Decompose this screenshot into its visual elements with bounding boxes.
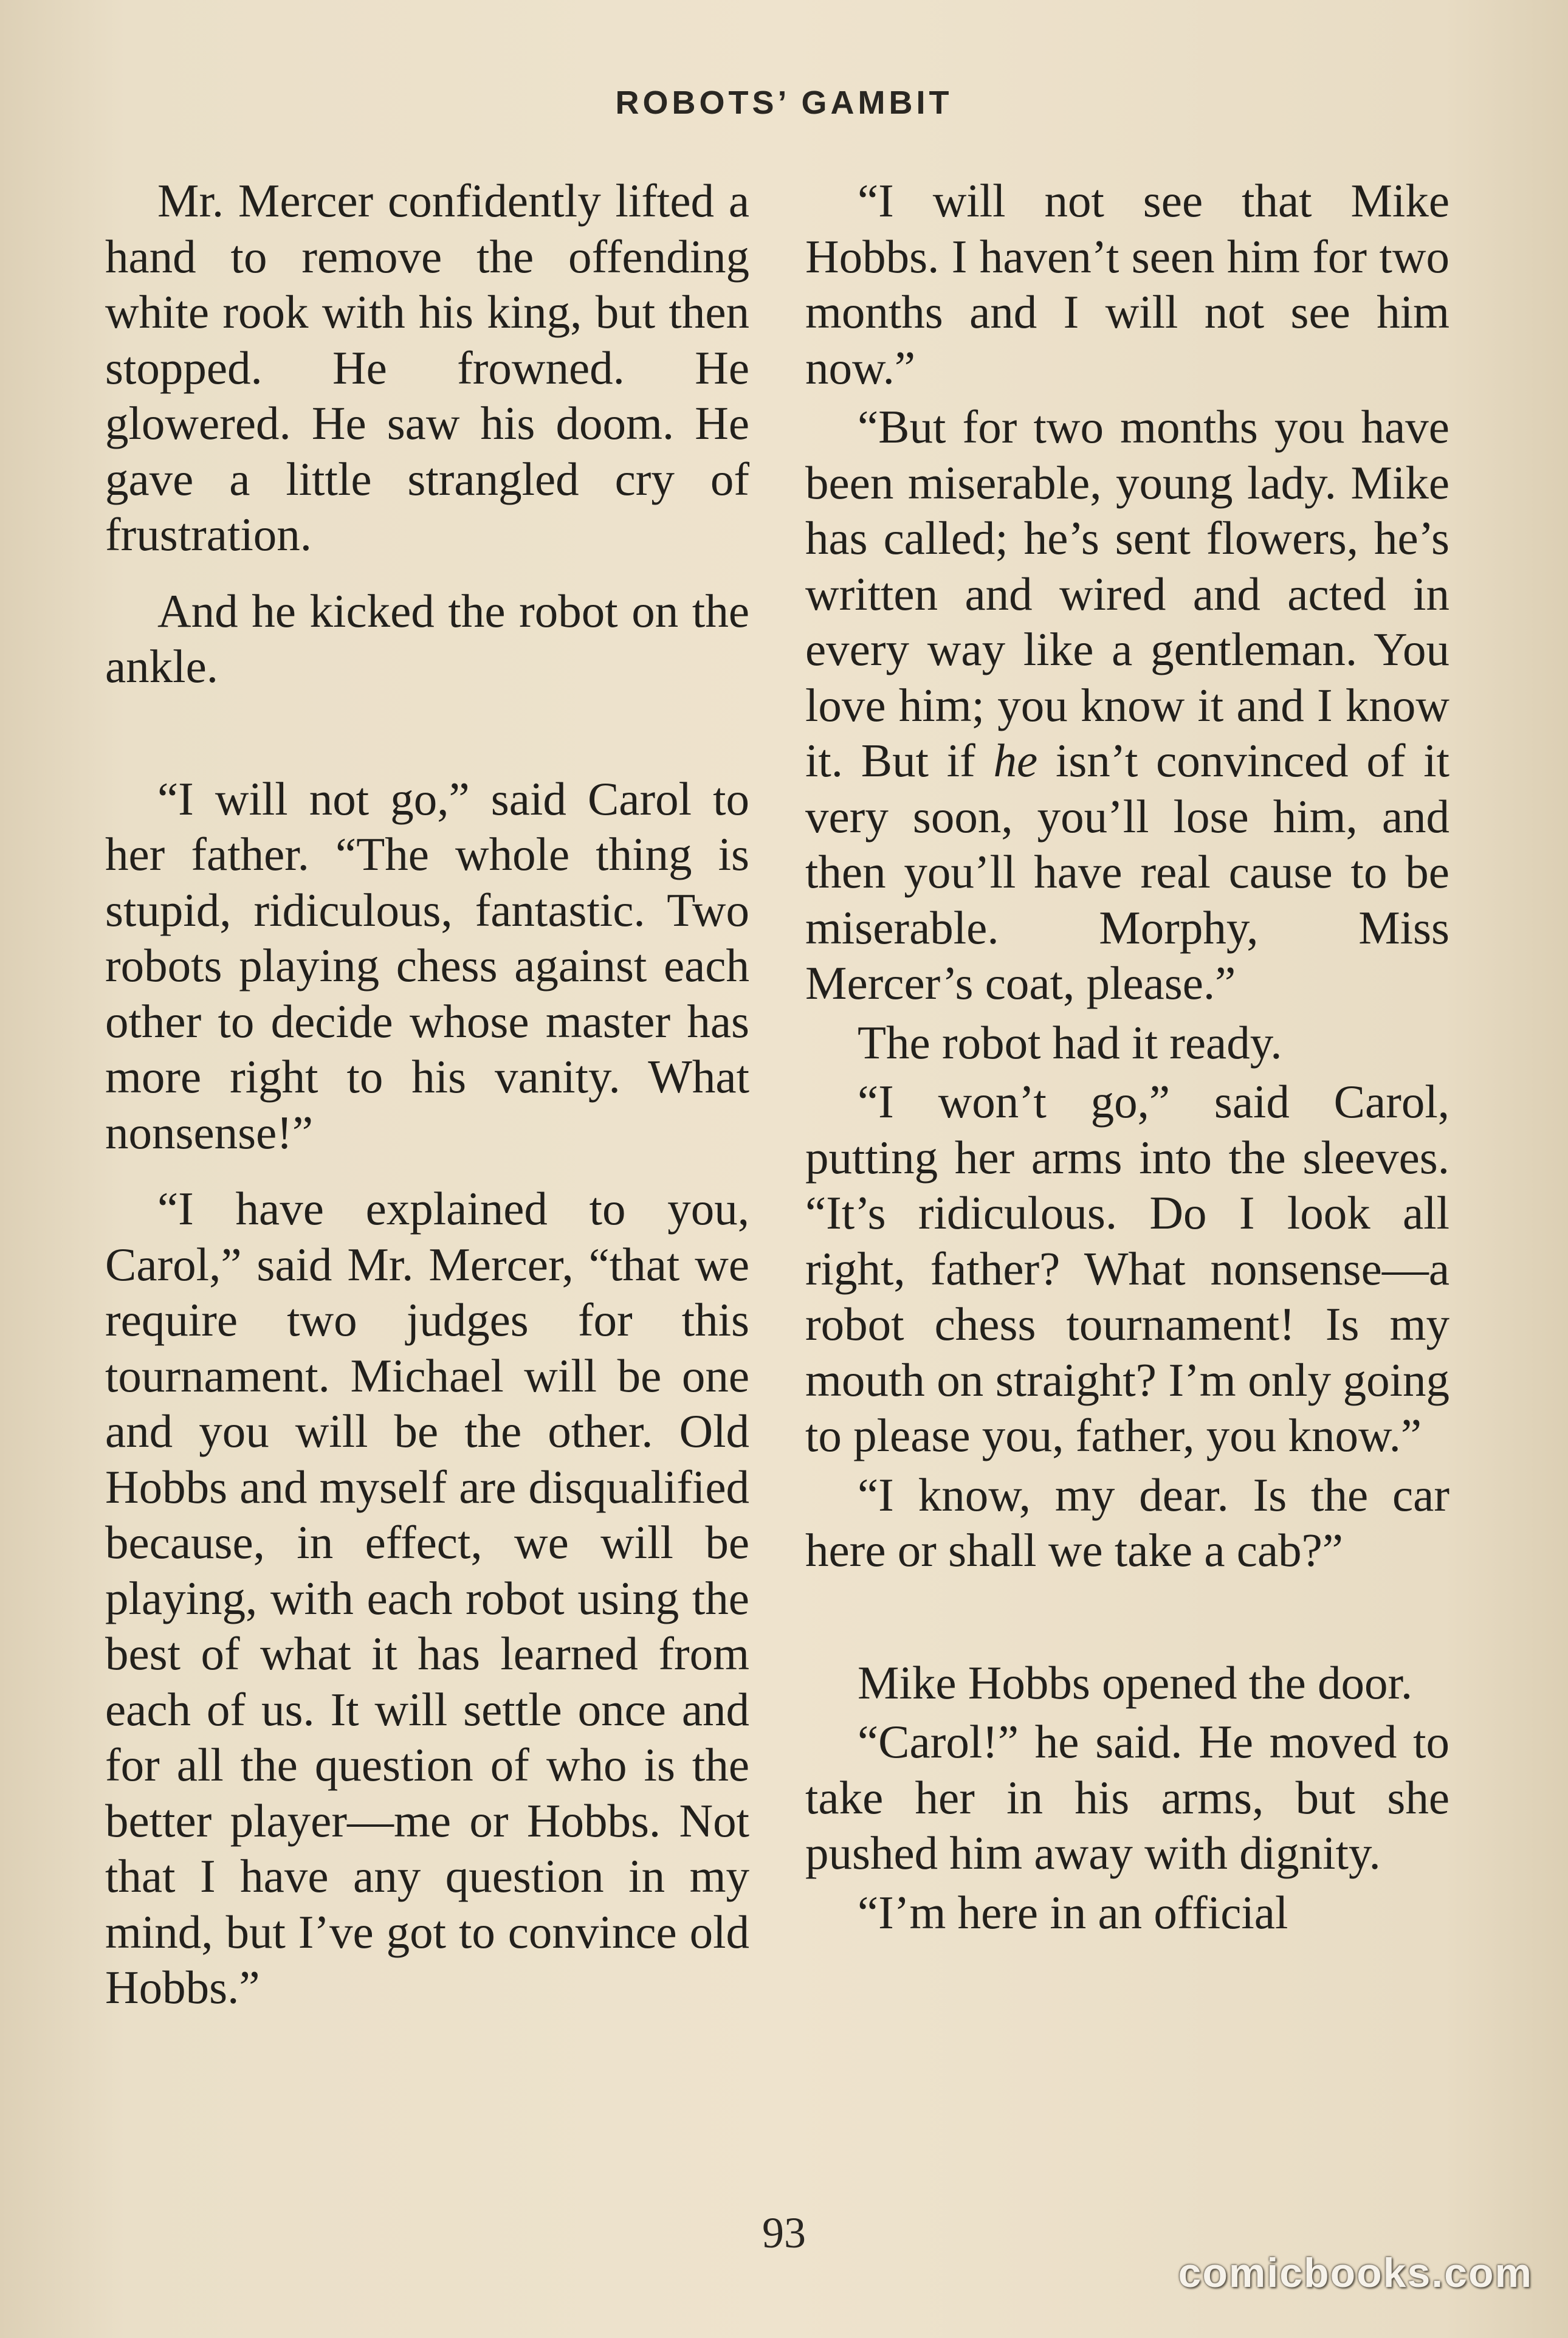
paragraph: And he kicked the robot on the ankle. bbox=[105, 584, 749, 692]
paragraph: The robot had it ready. bbox=[858, 1016, 1282, 1069]
running-title: ROBOTS’ GAMBIT bbox=[615, 84, 953, 121]
paragraph bbox=[805, 399, 1449, 1012]
paragraph: Mike Hobbs opened the door. bbox=[858, 1656, 1413, 1709]
paragraph-text: “But for two months you have been miserable, young lady. Mike has called; he’s sent flowers, he’s written and wired and acted in every way like a gentleman. You love him; you know it and I know it. But if bbox=[805, 401, 1449, 787]
emphasis-text: he bbox=[993, 734, 1038, 787]
right-column bbox=[805, 173, 1449, 1940]
paragraph-text: isn’t convinced of it very soon, you’ll lose him, and then you’ll have real cause to be miserable. Morphy, Miss Mercer’s coat, please.” bbox=[805, 734, 1449, 1009]
paragraph: “I have explained to you, Carol,” said Mr. Mercer, “that we require two judges for this tournament. Michael will be one and you will be the other. Old Hobbs and myself are disqualified because, in effect, we will be playing, with each robot using the best of what it has learned from each of us. It will settle once and for all the question of who is the better player—me or Hobbs. Not that I have any question in my mind, but I’ve got to convince old Hobbs.” bbox=[105, 1182, 749, 2013]
paragraph: “I won’t go,” said Carol, putting her arms into the sleeves. “It’s ridiculous. Do I look all right, father? What nonsense—a robot chess tournament! Is my mouth on straight? I’m only going to please you, father, you know.” bbox=[805, 1075, 1449, 1461]
paragraph: Mr. Mercer confidently lifted a hand to remove the offending white rook with his king, but then stopped. He frowned. He glowered. He saw his doom. He gave a little strangled cry of frustration. bbox=[105, 174, 749, 560]
left-column bbox=[105, 173, 749, 2016]
paragraph: “I’m here in an official bbox=[858, 1886, 1288, 1939]
watermark: comicbooks.com bbox=[1178, 2250, 1533, 2296]
paragraph: “I will not go,” said Carol to her father. “The whole thing is stupid, ridiculous, fantastic. Two robots playing chess against each other to decide whose master has more right to his vanity. What nonsense!” bbox=[105, 772, 749, 1159]
page-number: 93 bbox=[762, 2209, 806, 2257]
paragraph: “I know, my dear. Is the car here or shall we take a cab?” bbox=[805, 1468, 1449, 1576]
paragraph: “Carol!” he said. He moved to take her in his arms, but she pushed him away with dignity. bbox=[805, 1716, 1449, 1879]
paragraph: “I will not see that Mike Hobbs. I haven’t seen him for two months and I will not see him now.” bbox=[805, 174, 1449, 394]
